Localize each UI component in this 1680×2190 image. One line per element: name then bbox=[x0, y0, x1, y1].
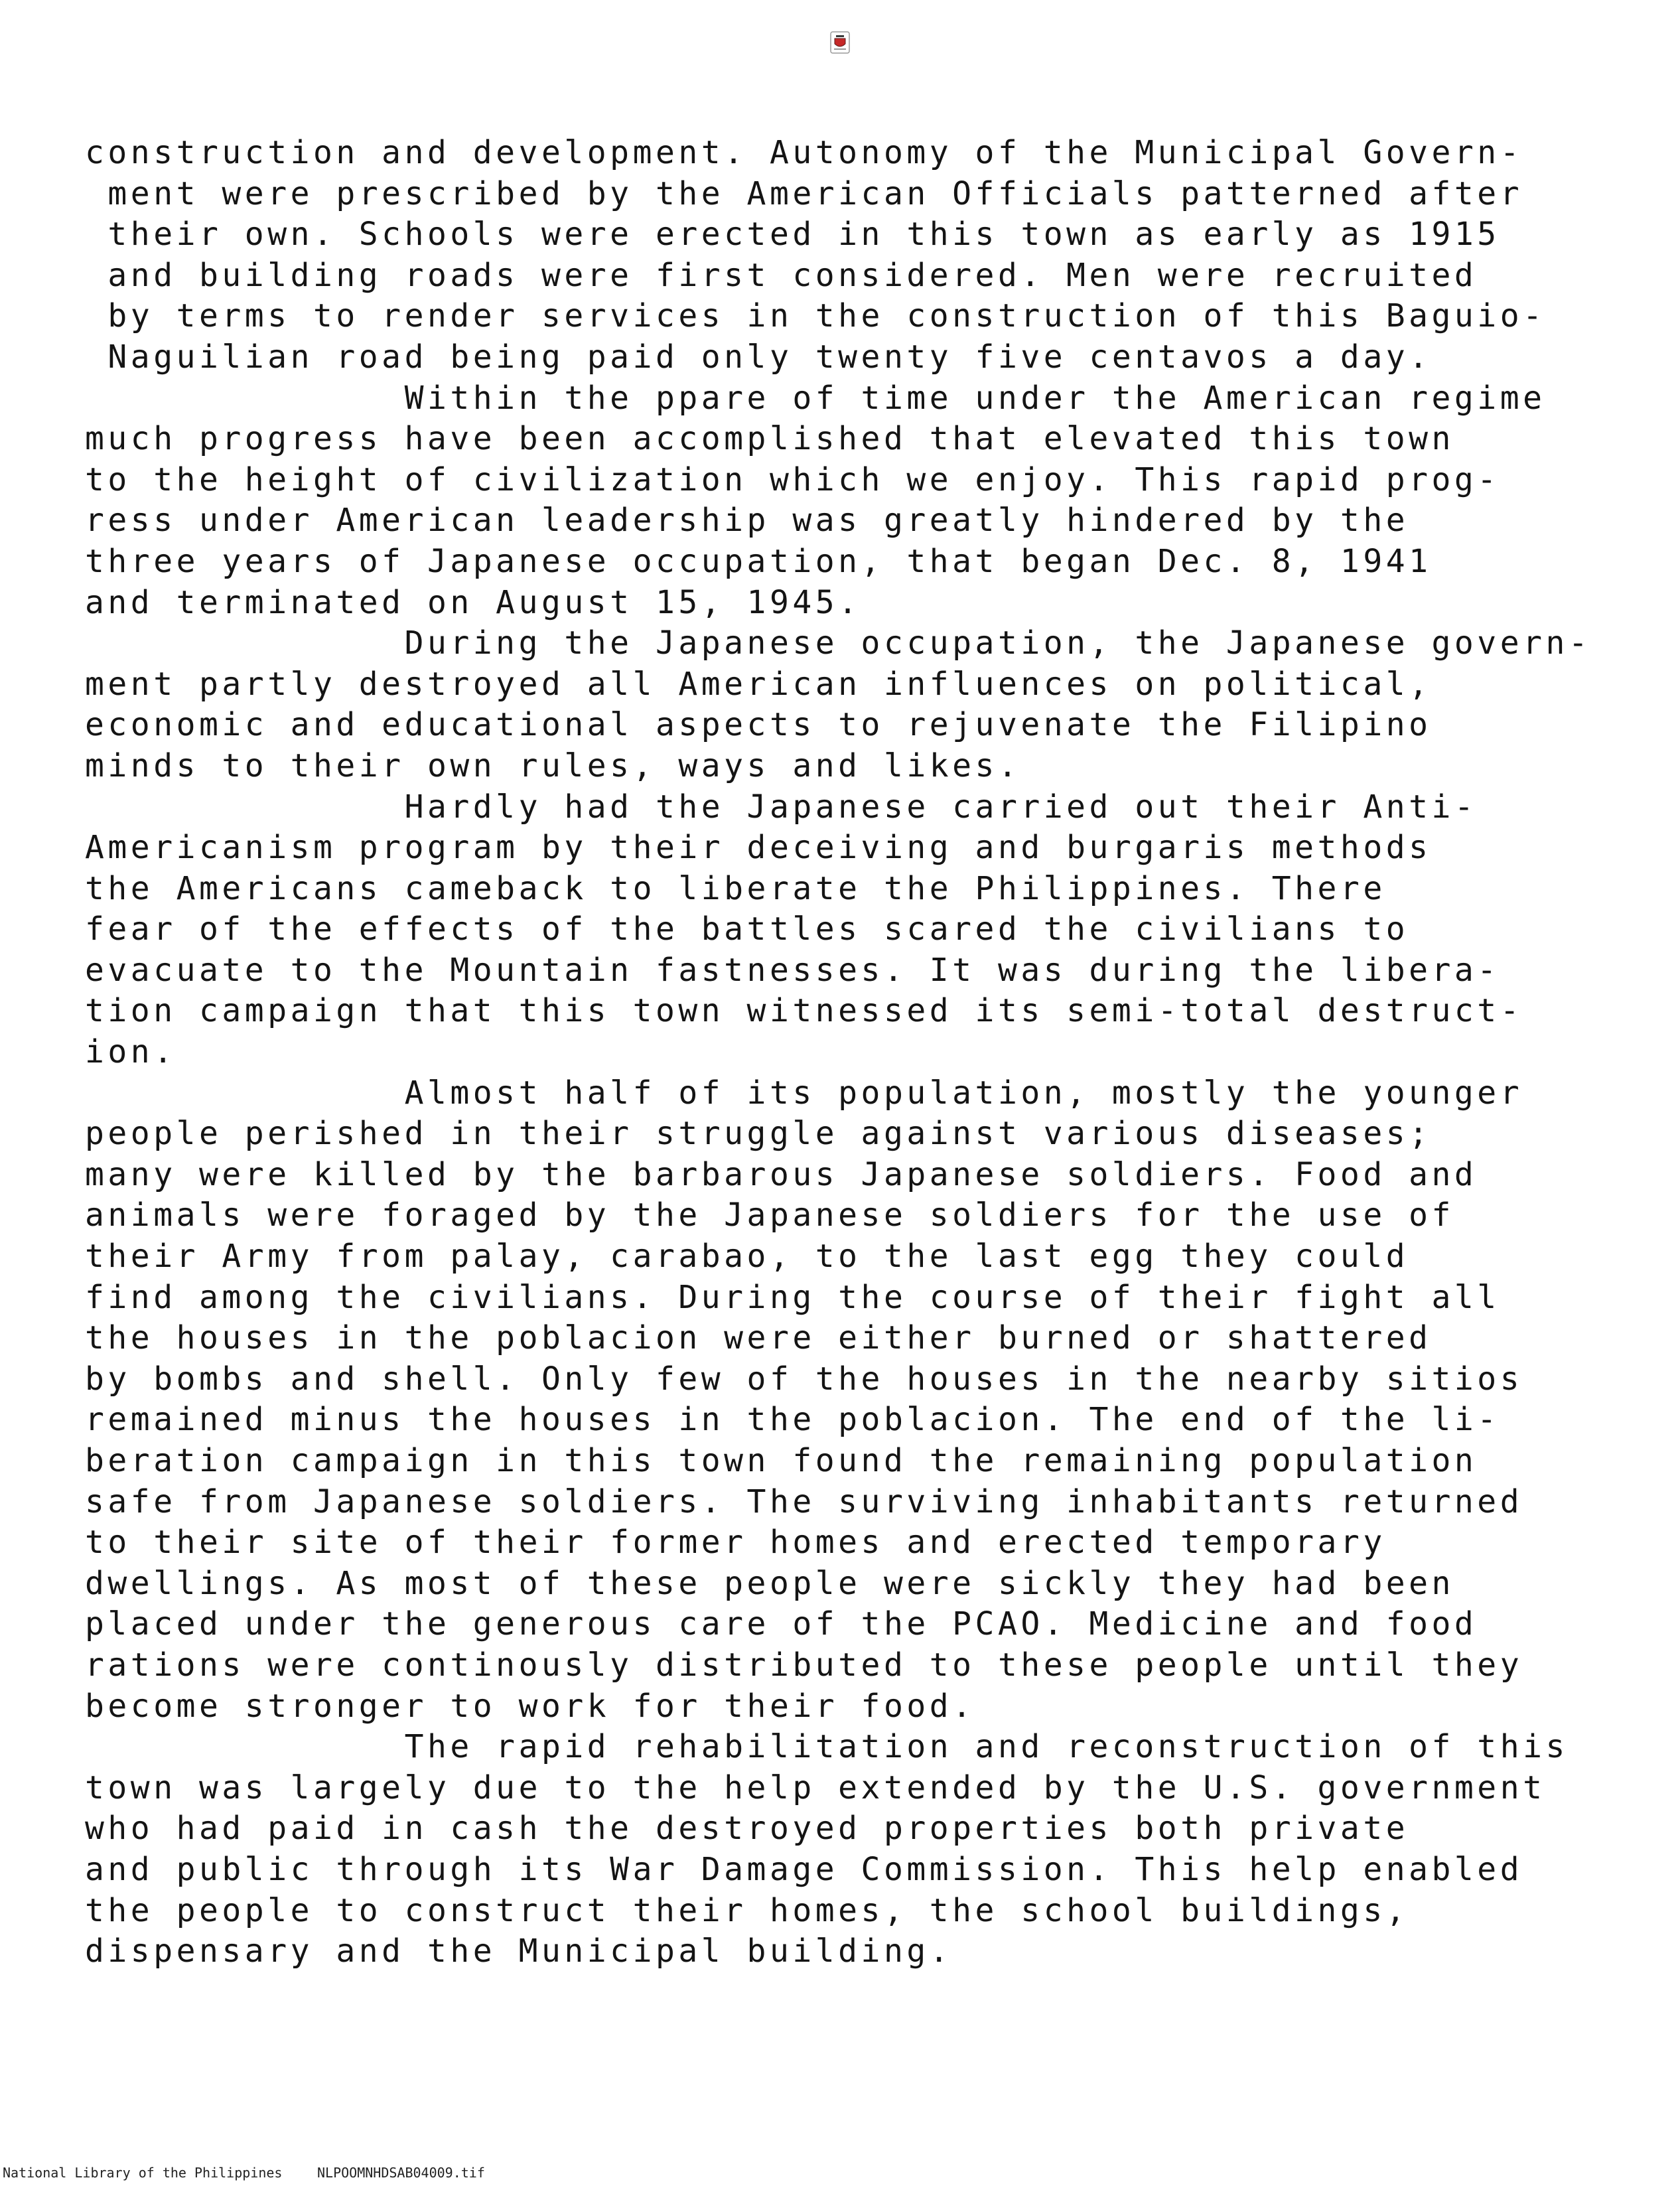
footer-filename: NLPOOMNHDSAB04009.tif bbox=[317, 2165, 485, 2181]
text-line: and terminated on August 15, 1945. bbox=[85, 583, 861, 621]
text-line: many were killed by the barbarous Japanese soldiers. Food and bbox=[85, 1155, 1478, 1193]
text-line: fear of the effects of the battles scared the civilians to bbox=[85, 911, 1409, 948]
text-line: their Army from palay, carabao, to the last egg they could bbox=[85, 1238, 1409, 1276]
text-line: animals were foraged by the Japanese soldiers for the use of bbox=[85, 1197, 1454, 1234]
text-line: by bombs and shell. Only few of the houses in the nearby sitios bbox=[85, 1360, 1523, 1398]
text-line: the people to construct their homes, the school buildings, bbox=[85, 1891, 1409, 1929]
text-line: three years of Japanese occupation, that began Dec. 8, 1941 bbox=[85, 542, 1432, 580]
text-line: tion campaign that this town witnessed its semi-total destruct- bbox=[85, 992, 1523, 1030]
text-line: minds to their own rules, ways and likes. bbox=[85, 747, 1021, 784]
document-body-text bbox=[85, 133, 1624, 1972]
text-line: beration campaign in this town found the remaining population bbox=[85, 1442, 1478, 1479]
text-line: remained minus the houses in the poblacion. The end of the li- bbox=[85, 1401, 1500, 1439]
text-line: ion. bbox=[85, 1033, 176, 1071]
text-line: economic and educational aspects to rejuvenate the Filipino bbox=[85, 706, 1432, 744]
text-line: dispensary and the Municipal building. bbox=[85, 1933, 953, 1970]
text-line: the houses in the poblacion were either burned or shattered bbox=[85, 1319, 1432, 1357]
text-line: town was largely due to the help extended by the U.S. government bbox=[85, 1769, 1546, 1806]
text-line: construction and development. Autonomy of the Municipal Govern- bbox=[85, 134, 1523, 171]
text-line: dwellings. As most of these people were sickly they had been bbox=[85, 1564, 1454, 1602]
text-line: rations were continously distributed to these people until they bbox=[85, 1646, 1523, 1684]
text-line: Hardly had the Japanese carried out their Anti- bbox=[85, 788, 1478, 826]
text-line: During the Japanese occupation, the Japanese govern- bbox=[85, 624, 1592, 662]
text-line: the Americans cameback to liberate the Philippines. There bbox=[85, 869, 1386, 907]
text-line: Within the ppare of time under the American regime bbox=[85, 379, 1546, 417]
text-line: ment partly destroyed all American influences on political, bbox=[85, 665, 1432, 703]
text-line: find among the civilians. During the course of their fight all bbox=[85, 1278, 1500, 1316]
text-line: who had paid in cash the destroyed properties both private bbox=[85, 1810, 1409, 1848]
text-line: people perished in their struggle against various diseases; bbox=[85, 1115, 1432, 1153]
text-line: and building roads were first considered. Men were recruited bbox=[85, 256, 1478, 294]
text-line: and public through its War Damage Commission. This help enabled bbox=[85, 1850, 1523, 1888]
page-footer bbox=[0, 2165, 1680, 2185]
text-line: become stronger to work for their food. bbox=[85, 1687, 975, 1725]
text-line: to their site of their former homes and erected temporary bbox=[85, 1524, 1386, 1562]
library-seal-icon bbox=[827, 29, 853, 56]
text-line: The rapid rehabilitation and reconstruction of this bbox=[85, 1728, 1569, 1766]
text-line: ress under American leadership was greatly hindered by the bbox=[85, 502, 1409, 540]
footer-library-name: National Library of the Philippines bbox=[3, 2165, 283, 2181]
text-line: evacuate to the Mountain fastnesses. It was during the libera- bbox=[85, 951, 1500, 989]
text-line: Almost half of its population, mostly the younger bbox=[85, 1074, 1523, 1112]
text-line: Naguilian road being paid only twenty five centavos a day. bbox=[85, 338, 1432, 376]
text-line: Americanism program by their deceiving and burgaris methods bbox=[85, 829, 1432, 867]
text-line: much progress have been accomplished that elevated this town bbox=[85, 420, 1454, 458]
text-line: their own. Schools were erected in this town as early as 1915 bbox=[85, 216, 1500, 254]
text-line: placed under the generous care of the PCAO. Medicine and food bbox=[85, 1605, 1478, 1643]
text-line: to the height of civilization which we enjoy. This rapid prog- bbox=[85, 461, 1500, 498]
text-line: by terms to render services in the construction of this Baguio- bbox=[85, 297, 1546, 335]
text-line: safe from Japanese soldiers. The surviving inhabitants returned bbox=[85, 1483, 1523, 1520]
text-line: ment were prescribed by the American Officials patterned after bbox=[85, 175, 1523, 212]
